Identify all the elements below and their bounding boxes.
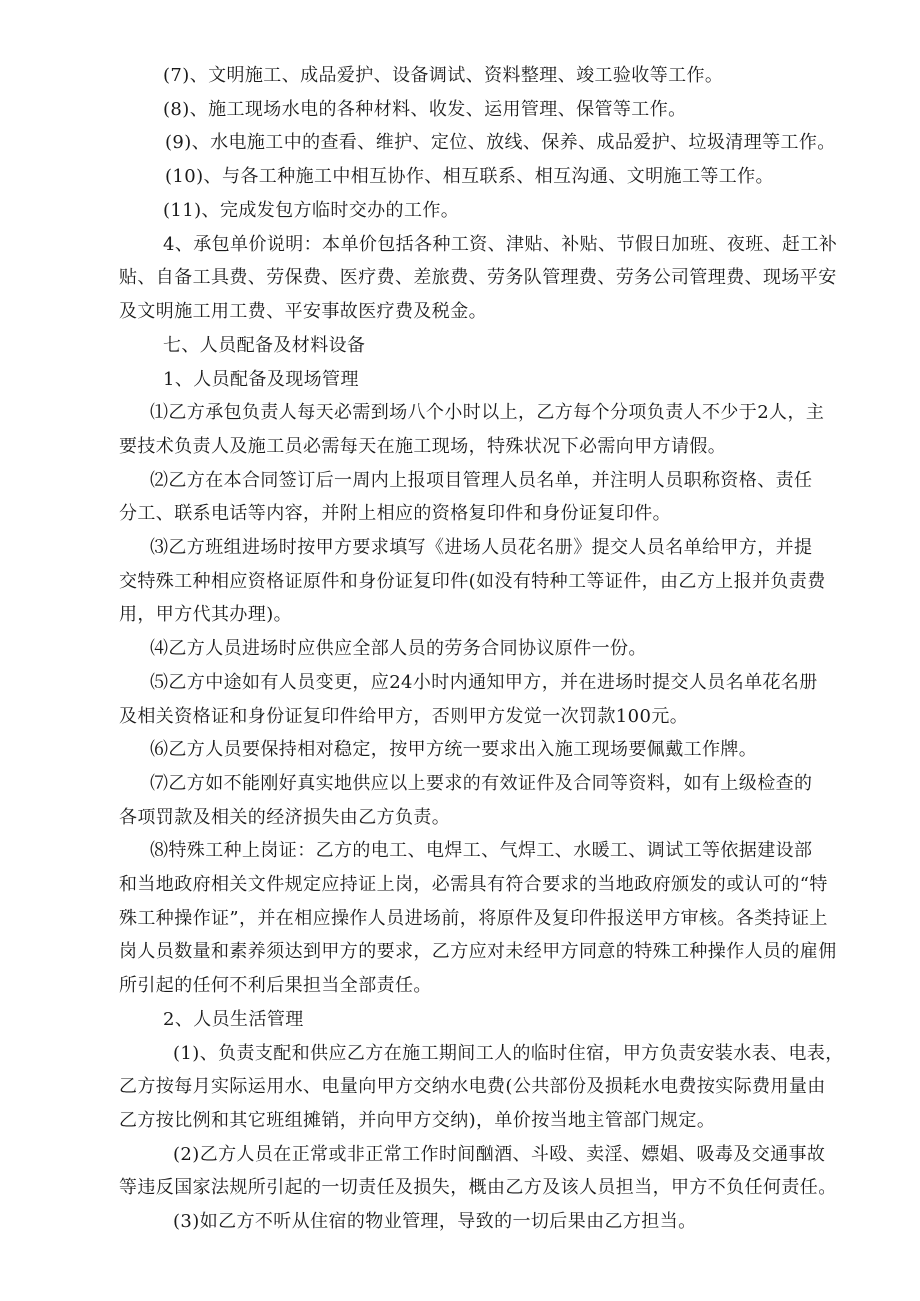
living-item-3-line-1: (3)如乙方不听从住宿的物业管理，导致的一切后果由乙方担当。 (173, 1211, 697, 1232)
item-5-line-1: ⑸乙方中途如有人员变更，应24小时内通知甲方，并在进场时提交人员名单花名册 (150, 672, 818, 693)
item-7-line-1: ⑺乙方如不能刚好真实地供应以上要求的有效证件及合同等资料，如有上级检查的 (150, 773, 813, 794)
living-item-1-line-2: 乙方按每月实际运用水、电量向甲方交纳水电费(公共部份及损耗水电费按实际费用量由 (119, 1076, 826, 1097)
living-item-1-line-1: (1)、负责支配和供应乙方在施工期间工人的临时住宿，甲方负责安装水表、电表， (173, 1043, 844, 1064)
item-3-line-1: ⑶乙方班组进场时按甲方要求填写《进场人员花名册》提交人员名单给甲方，并提 (150, 537, 813, 558)
item-3-line-2: 交特殊工种相应资格证原件和身份证复印件(如没有特种工等证件，由乙方上报并负责费 (119, 571, 826, 592)
item-1-line-1: ⑴乙方承包负责人每天必需到场八个小时以上，乙方每个分项负责人不少于2人，主 (150, 402, 825, 423)
item-3-line-3: 用，甲方代其办理)。 (119, 604, 293, 625)
section-4-pricing-line-2: 贴、自备工具费、劳保费、医疗费、差旅费、劳务队管理费、劳务公司管理费、现场平安 (119, 267, 837, 288)
section-4-pricing-line-1: 4、承包单价说明：本单价包括各种工资、津贴、补贴、节假日加班、夜班、赶工补 (163, 234, 838, 255)
item-2-line-2: 分工、联系电话等内容，并附上相应的资格复印件和身份证复印件。 (119, 503, 671, 524)
item-1-line-2: 要技术负责人及施工员必需每天在施工现场，特殊状况下必需向甲方请假。 (119, 436, 727, 457)
item-7-line-2: 各项罚款及相关的经济损失由乙方负责。 (119, 807, 451, 828)
section-heading-1: 1、人员配备及现场管理 (163, 369, 359, 390)
item-6-line-1: ⑹乙方人员要保持相对稳定，按甲方统一要求出入施工现场要佩戴工作牌。 (150, 739, 758, 760)
chapter-heading: 七、人员配备及材料设备 (163, 335, 366, 356)
list-item-7: (7)、文明施工、成品爱护、设备调试、资料整理、竣工验收等工作。 (163, 65, 724, 86)
list-item-11: (11)、完成发包方临时交办的工作。 (163, 200, 460, 221)
item-8-line-4: 岗人员数量和素养须达到甲方的要求，乙方应对未经甲方同意的特殊工种操作人员的雇佣 (119, 941, 837, 962)
item-8-line-5: 所引起的任何不利后果担当全部责任。 (119, 975, 432, 996)
living-item-2-line-1: (2)乙方人员在正常或非正常工作时间酗酒、斗殴、卖淫、嫖娼、吸毒及交通事故 (173, 1144, 826, 1165)
living-item-1-line-3: 乙方按比例和其它班组摊销，并向甲方交纳)，单价按当地主管部门规定。 (119, 1110, 716, 1131)
section-4-pricing-line-3: 及文明施工用工费、平安事故医疗费及税金。 (119, 301, 487, 322)
item-8-line-2: 和当地政府相关文件规定应持证上岗，必需具有符合要求的当地政府颁发的或认可的“特 (119, 874, 828, 895)
item-2-line-1: ⑵乙方在本合同签订后一周内上报项目管理人员名单，并注明人员职称资格、责任 (150, 470, 813, 491)
list-item-9: (9)、水电施工中的查看、维护、定位、放线、保养、成品爱护、垃圾清理等工作。 (165, 132, 836, 153)
list-item-10: (10)、与各工种施工中相互协作、相互联系、相互沟通、文明施工等工作。 (165, 166, 774, 187)
item-8-line-1: ⑻特殊工种上岗证：乙方的电工、电焊工、气焊工、水暖工、调试工等依据建设部 (150, 840, 813, 861)
item-5-line-2: 及相关资格证和身份证复印件给甲方，否则甲方发觉一次罚款100元。 (119, 706, 689, 727)
item-4-line-1: ⑷乙方人员进场时应供应全部人员的劳务合同协议原件一份。 (150, 638, 647, 659)
item-8-line-3: 殊工种操作证”，并在相应操作人员进场前，将原件及复印件报送甲方审核。各类持证上 (119, 908, 828, 929)
living-item-2-line-2: 等违反国家法规所引起的一切责任及损失，概由乙方及该人员担当，甲方不负任何责任。 (119, 1177, 837, 1198)
list-item-8: (8)、施工现场水电的各种材料、收发、运用管理、保管等工作。 (163, 99, 687, 120)
section-heading-2: 2、人员生活管理 (163, 1009, 304, 1030)
